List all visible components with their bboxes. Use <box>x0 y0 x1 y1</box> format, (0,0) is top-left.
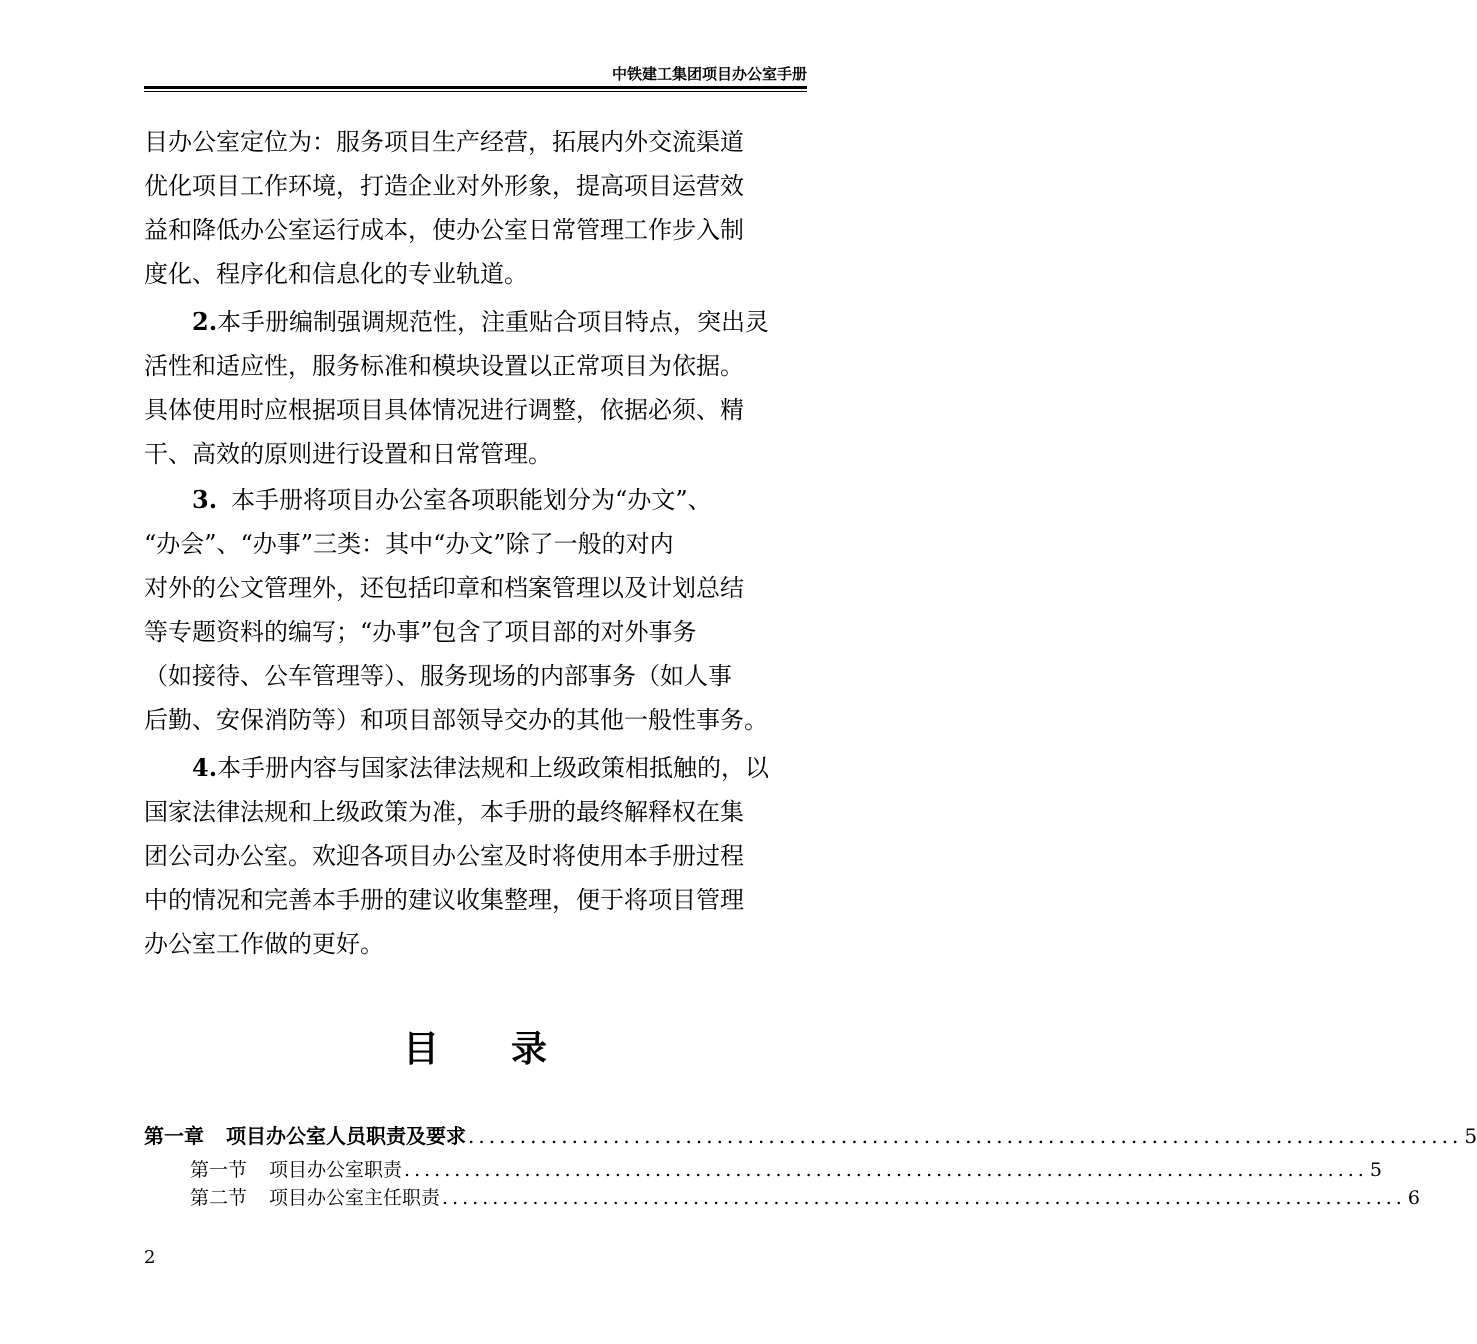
toc-section-number: 第二节 <box>190 1187 248 1209</box>
toc-page-number: 6 <box>1407 1187 1420 1209</box>
item-number: 2. <box>192 307 218 336</box>
body-line: 具体使用时应根据项目具体情况进行调整，依据必须、精 <box>144 396 744 424</box>
body-line: 中的情况和完善本手册的建议收集整理，便于将项目管理 <box>144 886 744 914</box>
body-line: “办会”、“办事”三类：其中“办文”除了一般的对内 <box>144 530 674 558</box>
toc-entry-section-2[interactable] <box>190 1185 1420 1211</box>
item-number: 4. <box>192 753 218 782</box>
toc-section-title: 项目办公室主任职责 <box>269 1187 441 1209</box>
body-line: 本手册内容与国家法律法规和上级政策相抵触的，以 <box>217 754 770 782</box>
paragraph-3-first-line <box>192 478 712 522</box>
toc-title-part1: 目 <box>402 1029 439 1070</box>
body-line: 本手册编制强调规范性，注重贴合项目特点，突出灵 <box>217 308 770 336</box>
body-line: 益和降低办公室运行成本，使办公室日常管理工作步入制 <box>144 216 744 244</box>
toc-leader-dots: ................................................................................................ <box>442 1187 1406 1209</box>
toc-entry-label <box>190 1157 402 1183</box>
body-line: 等专题资料的编写；“办事”包含了项目部的对外事务 <box>144 618 697 646</box>
toc-title <box>0 1020 950 1080</box>
body-line: 度化、程序化和信息化的专业轨道。 <box>144 260 528 288</box>
toc-page-number: 5 <box>1369 1159 1382 1181</box>
toc-entry-section-1[interactable] <box>190 1157 1382 1183</box>
item-number: 3. <box>192 485 218 514</box>
body-line: 优化项目工作环境，打造企业对外形象，提高项目运营效 <box>144 172 744 200</box>
toc-chapter-number: 第一章 <box>144 1124 204 1148</box>
toc-page-number: 5 <box>1464 1124 1477 1148</box>
header-rule <box>144 86 807 89</box>
toc-section-number: 第一节 <box>190 1159 248 1181</box>
toc-entry-chapter-1[interactable] <box>144 1122 1477 1150</box>
toc-entry-label <box>190 1185 440 1211</box>
body-line: 干、高效的原则进行设置和日常管理。 <box>144 440 552 468</box>
toc-leader-dots: ................................................................................................ <box>468 1124 1463 1148</box>
toc-entry-label <box>144 1122 466 1150</box>
body-line: 本手册将项目办公室各项职能划分为“办文”、 <box>231 486 712 514</box>
toc-leader-dots: ................................................................................................ <box>404 1159 1368 1181</box>
header-rule-thin <box>144 91 807 92</box>
paragraph-2-first-line <box>192 300 769 344</box>
body-line: 团公司办公室。欢迎各项目办公室及时将使用本手册过程 <box>144 842 744 870</box>
page-number: 2 <box>144 1247 156 1268</box>
body-line: 活性和适应性，服务标准和模块设置以正常项目为依据。 <box>144 352 744 380</box>
toc-title-part2: 录 <box>511 1029 548 1070</box>
body-line: 办公室工作做的更好。 <box>144 930 384 958</box>
body-line: 对外的公文管理外，还包括印章和档案管理以及计划总结 <box>144 574 744 602</box>
body-line: 后勤、安保消防等）和项目部领导交办的其他一般性事务。 <box>144 706 768 734</box>
paragraph-4-first-line <box>192 746 769 790</box>
body-line: （如接待、公车管理等）、服务现场的内部事务（如人事 <box>144 662 732 690</box>
running-header: 中铁建工集团项目办公室手册 <box>611 65 807 83</box>
body-line: 目办公室定位为：服务项目生产经营，拓展内外交流渠道 <box>144 128 744 156</box>
body-line: 国家法律法规和上级政策为准，本手册的最终解释权在集 <box>144 798 744 826</box>
toc-chapter-title: 项目办公室人员职责及要求 <box>226 1124 466 1148</box>
toc-section-title: 项目办公室职责 <box>269 1159 403 1181</box>
